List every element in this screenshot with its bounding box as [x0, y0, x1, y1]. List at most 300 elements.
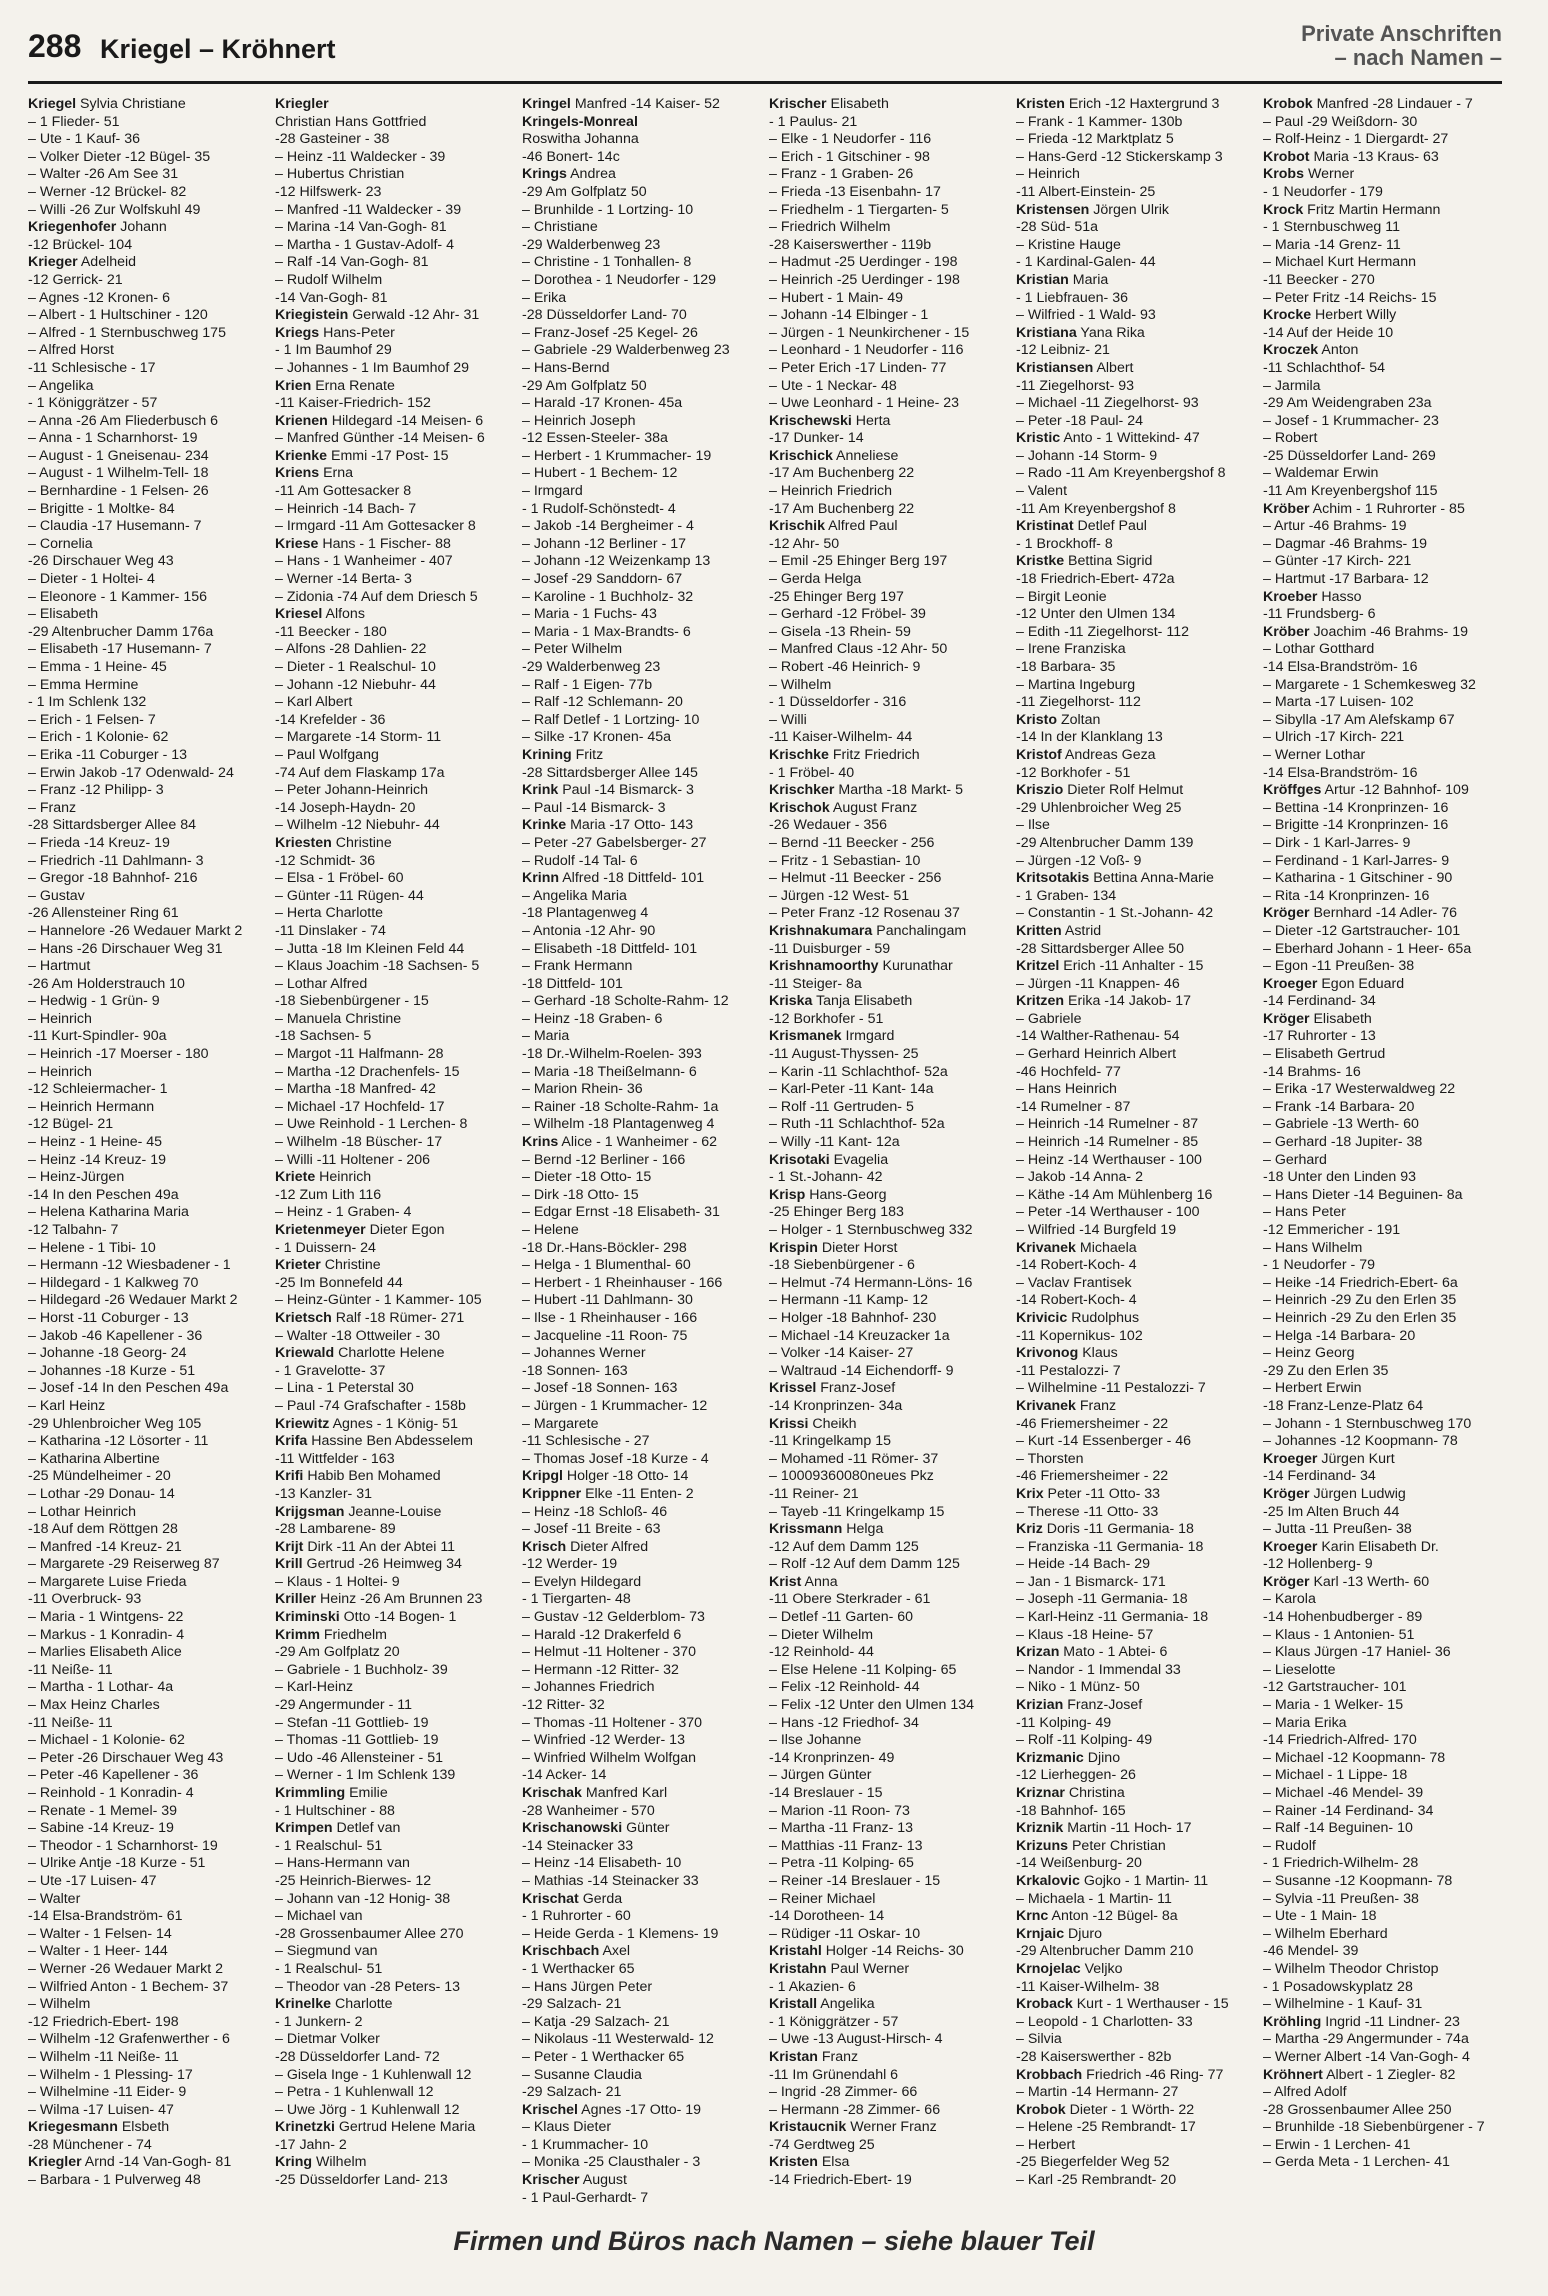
- entry-text: Mato - 1 Abtei- 6: [1059, 1644, 1168, 1661]
- directory-entry: [522, 2049, 761, 2067]
- directory-entry: [275, 1891, 514, 1909]
- entry-text: Heinrich: [315, 1169, 372, 1186]
- directory-entry: [28, 1697, 267, 1715]
- directory-entry: [1016, 1081, 1255, 1099]
- entry-text: -12 Borkhofer - 51: [1016, 764, 1131, 781]
- directory-entry: [275, 2172, 514, 2190]
- directory-entry: [1263, 1187, 1502, 1205]
- directory-entry: [522, 1116, 761, 1134]
- directory-entry: [522, 729, 761, 747]
- directory-entry: [1016, 202, 1255, 220]
- directory-entry: [769, 2154, 1008, 2172]
- directory-entry: [522, 553, 761, 571]
- entry-text: – Brigitte - 1 Moltke- 84: [28, 500, 175, 517]
- entry-text: Alfred Paul: [825, 518, 898, 535]
- surname: Kriminski: [275, 1609, 340, 1626]
- directory-entry: [769, 1961, 1008, 1979]
- directory-entry: [28, 1134, 267, 1152]
- entry-text: – Gabriele: [1016, 1010, 1082, 1027]
- directory-entry: [275, 1169, 514, 1187]
- directory-entry: [1016, 1504, 1255, 1522]
- surname: Kriewald: [275, 1345, 335, 1362]
- entry-text: – Gabriele - 1 Buchholz- 39: [275, 1661, 448, 1678]
- entry-text: – Karl-Peter -11 Kant- 14a: [769, 1081, 934, 1098]
- entry-text: -26 Dirschauer Weg 43: [28, 553, 174, 570]
- entry-text: Elsa: [817, 2154, 850, 2171]
- directory-entry: [1263, 1979, 1502, 1997]
- directory-entry: [1016, 1187, 1255, 1205]
- entry-text: – Michael van: [275, 1908, 363, 1925]
- entry-text: Manfred -28 Lindauer - 7: [1312, 96, 1473, 112]
- entry-text: Anna: [801, 1573, 838, 1590]
- entry-text: – Wilfried - 1 Wald- 93: [1016, 307, 1156, 324]
- entry-text: – Gabriele -29 Walderbenweg 23: [522, 342, 730, 359]
- directory-entry: [769, 1820, 1008, 1838]
- entry-text: -25 Im Bonnefeld 44: [275, 1274, 403, 1291]
- entry-text: -11 Neiße- 11: [28, 1714, 113, 1731]
- entry-text: - 1 Hultschiner - 88: [275, 1802, 395, 1819]
- directory-entry: [522, 1627, 761, 1645]
- entry-text: – Rudolf Wilhelm: [275, 271, 383, 288]
- entry-text: – Heinrich: [1016, 166, 1080, 183]
- directory-entry: [522, 1011, 761, 1029]
- directory-entry: [275, 1679, 514, 1697]
- directory-entry: [1263, 1715, 1502, 1733]
- directory-entry: [28, 958, 267, 976]
- directory-entry: [275, 448, 514, 466]
- directory-entry: [769, 1486, 1008, 1504]
- directory-entry: [522, 448, 761, 466]
- directory-entry: [1263, 993, 1502, 1011]
- directory-entry: [769, 1767, 1008, 1785]
- entry-text: Agnes -17 Otto- 19: [578, 2101, 702, 2118]
- directory-entry: [1016, 378, 1255, 396]
- directory-entry: [28, 1046, 267, 1064]
- surname: Kriegistein: [275, 307, 349, 324]
- entry-text: – Jürgen -11 Knappen- 46: [1016, 975, 1180, 992]
- directory-entry: [769, 1416, 1008, 1434]
- entry-text: – Martina Ingeburg: [1016, 676, 1136, 693]
- entry-text: Jürgen Kurt: [1317, 1450, 1395, 1467]
- entry-text: Wilhelm: [312, 2154, 367, 2171]
- directory-entry: [28, 800, 267, 818]
- directory-entry: [769, 1328, 1008, 1346]
- entry-text: Bettina Anna-Marie: [1089, 870, 1214, 887]
- entry-text: -11 Neiße- 11: [28, 1661, 113, 1678]
- directory-entry: [28, 325, 267, 343]
- directory-entry: [769, 1257, 1008, 1275]
- directory-entry: [1263, 2067, 1502, 2085]
- entry-text: – Heinz -14 Kreuz- 19: [28, 1151, 167, 1168]
- directory-entry: [275, 2084, 514, 2102]
- directory-entry: [1263, 1152, 1502, 1170]
- entry-text: – Peter -14 Werthauser - 100: [1016, 1204, 1200, 1221]
- directory-entry: [522, 2190, 761, 2206]
- directory-entry: [1016, 923, 1255, 941]
- directory-entry: [769, 430, 1008, 448]
- surname: Kriegler: [275, 96, 329, 112]
- directory-entry: [1016, 712, 1255, 730]
- directory-entry: [1016, 1732, 1255, 1750]
- entry-text: – Hildegard -26 Wedauer Markt 2: [28, 1292, 238, 1309]
- entry-text: Alfred -18 Dittfeld- 101: [559, 870, 705, 887]
- entry-text: -29 Walderbenweg 23: [522, 659, 661, 675]
- directory-entry: [1016, 1609, 1255, 1627]
- entry-text: – Klaus -18 Heine- 57: [1016, 1626, 1154, 1643]
- directory-entry: [522, 430, 761, 448]
- directory-entry: [28, 1204, 267, 1222]
- directory-entry: [769, 853, 1008, 871]
- directory-entry: [275, 729, 514, 747]
- entry-text: – Paul -74 Grafschafter - 158b: [275, 1397, 466, 1414]
- directory-entry: [1016, 1275, 1255, 1293]
- surname: Krimmling: [275, 1785, 346, 1801]
- entry-text: – Therese -11 Otto- 33: [1016, 1503, 1159, 1520]
- directory-entry: [28, 1451, 267, 1469]
- entry-text: Erich -11 Anhalter - 15: [1059, 958, 1204, 975]
- directory-entry: [28, 2049, 267, 2067]
- entry-text: Egon Eduard: [1317, 975, 1405, 992]
- directory-entry: [28, 2172, 267, 2190]
- entry-text: – Karola: [1263, 1591, 1316, 1608]
- entry-text: -18 Franz-Lenze-Platz 64: [1263, 1397, 1424, 1414]
- directory-entry: [769, 976, 1008, 994]
- entry-text: – Helene -25 Rembrandt- 17: [1016, 2119, 1196, 2136]
- directory-entry: [1016, 1169, 1255, 1187]
- directory-entry: [275, 659, 514, 677]
- directory-entry: [522, 1204, 761, 1222]
- entry-text: – Brunhilde - 1 Lortzing- 10: [522, 201, 694, 218]
- entry-text: – Evelyn Hildegard: [522, 1573, 642, 1590]
- entry-text: Achim - 1 Ruhrorter - 85: [1309, 500, 1465, 517]
- surname: Krivanek: [1016, 1397, 1076, 1414]
- entry-text: – Werner -26 Wedauer Markt 2: [28, 1960, 224, 1977]
- directory-entry: [28, 1609, 267, 1627]
- directory-entry: [28, 659, 267, 677]
- entry-text: – Karl-Heinz: [275, 1679, 354, 1696]
- entry-text: – Irmgard: [522, 483, 583, 500]
- directory-entry: [28, 2154, 267, 2172]
- directory-entry: [1016, 1222, 1255, 1240]
- entry-text: – Fritz - 1 Sebastian- 10: [769, 852, 921, 869]
- entry-text: – Helmut -11 Beecker - 256: [769, 870, 942, 887]
- directory-entry: [275, 1609, 514, 1627]
- directory-entry: [769, 1116, 1008, 1134]
- directory-entry: [522, 1169, 761, 1187]
- directory-entry: [522, 1345, 761, 1363]
- directory-entry: [769, 694, 1008, 712]
- entry-text: – Werner -14 Berta- 3: [275, 571, 412, 588]
- entry-text: – Bernd -11 Beecker - 256: [769, 834, 935, 851]
- entry-text: Michaela: [1075, 1239, 1137, 1256]
- surname: Krocke: [1263, 307, 1312, 324]
- entry-text: Jeanne-Louise: [344, 1503, 442, 1520]
- directory-entry: [275, 976, 514, 994]
- directory-entry: [1263, 395, 1502, 413]
- entry-text: – Dieter - 1 Holtei- 4: [28, 571, 155, 588]
- entry-text: -18 Siebenbürgener - 15: [275, 993, 429, 1010]
- entry-text: -28 Grossenbaumer Allee 270: [275, 1925, 464, 1942]
- surname: Krietsch: [275, 1309, 332, 1326]
- directory-entry: [275, 114, 514, 132]
- entry-text: -12 Werder- 19: [522, 1556, 618, 1573]
- directory-entry: [769, 2119, 1008, 2137]
- entry-text: – Lothar -29 Donau- 14: [28, 1485, 175, 1502]
- directory-entry: [1016, 254, 1255, 272]
- directory-entry: [1016, 360, 1255, 378]
- entry-text: – Bernhardine - 1 Felsen- 26: [28, 483, 209, 500]
- directory-entry: [1263, 219, 1502, 237]
- entry-text: – Dieter -12 Gartstraucher- 101: [1263, 922, 1461, 939]
- entry-text: Dieter - 1 Wörth- 22: [1065, 2101, 1195, 2118]
- entry-text: -14 Rumelner - 87: [1016, 1098, 1131, 1115]
- directory-entry: [522, 1486, 761, 1504]
- directory-entry: [1263, 131, 1502, 149]
- entry-text: – Thomas Josef -18 Kurze - 4: [522, 1450, 709, 1467]
- entry-text: -28 Sittardsberger Allee 50: [1016, 940, 1184, 957]
- directory-entry: [1263, 2049, 1502, 2067]
- entry-text: – Gerhard -18 Jupiter- 38: [1263, 1134, 1423, 1151]
- directory-entry: [522, 1679, 761, 1697]
- entry-text: – Günter -17 Kirch- 221: [1263, 553, 1412, 570]
- entry-text: – Wilhelm - 1 Plessing- 17: [28, 2066, 193, 2083]
- directory-entry: [275, 1697, 514, 1715]
- entry-text: – Constantin - 1 St.-Johann- 42: [1016, 905, 1214, 922]
- directory-entry: [522, 1820, 761, 1838]
- entry-text: – Wilhelm Theodor Christop: [1263, 1960, 1439, 1977]
- directory-entry: [275, 2049, 514, 2067]
- directory-entry: [1016, 1943, 1255, 1961]
- entry-text: Jörgen Ulrik: [1089, 201, 1169, 218]
- surname: Kröhnert: [1263, 2066, 1323, 2083]
- directory-entry: [522, 747, 761, 765]
- entry-text: -11 Beecker - 270: [1263, 271, 1375, 288]
- directory-entry: [28, 342, 267, 360]
- directory-entry: [28, 976, 267, 994]
- directory-entry: [1016, 272, 1255, 290]
- entry-text: - 1 Düsseldorfer - 316: [769, 694, 907, 711]
- directory-entry: [28, 553, 267, 571]
- entry-text: – Angelika Maria: [522, 887, 627, 904]
- directory-entry: [275, 589, 514, 607]
- directory-entry: [522, 290, 761, 308]
- entry-text: - 1 Rudolf-Schönstedt- 4: [522, 500, 676, 517]
- entry-text: – Heinrich Joseph: [522, 412, 636, 429]
- directory-entry: [1016, 2119, 1255, 2137]
- directory-entry: [522, 2084, 761, 2102]
- entry-text: – Heinrich -29 Zu den Erlen 35: [1263, 1292, 1457, 1309]
- directory-entry: [275, 993, 514, 1011]
- surname: Krieter: [275, 1257, 321, 1274]
- entry-text: Erich -12 Haxtergrund 3: [1064, 96, 1220, 112]
- entry-text: – Lothar Gotthard: [1263, 641, 1375, 658]
- directory-entry: [275, 413, 514, 431]
- entry-text: -11 Am Kreyenbergshof 8: [1016, 500, 1176, 517]
- directory-entry: [1263, 712, 1502, 730]
- directory-entry: [28, 290, 267, 308]
- directory-entry: [275, 184, 514, 202]
- directory-entry: [1263, 1292, 1502, 1310]
- directory-entry: [522, 1662, 761, 1680]
- directory-entry: [522, 1468, 761, 1486]
- entry-text: – Helga - 1 Blumenthal- 60: [522, 1257, 691, 1274]
- directory-entry: [275, 1521, 514, 1539]
- directory-entry: [769, 96, 1008, 114]
- directory-entry: [275, 2031, 514, 2049]
- directory-entry: [1263, 1574, 1502, 1592]
- directory-entry: [522, 1187, 761, 1205]
- entry-text: - 1 Realschul- 51: [275, 1837, 383, 1854]
- directory-entry: [28, 465, 267, 483]
- directory-entry: [522, 1521, 761, 1539]
- entry-text: -28 Düsseldorfer Land- 70: [522, 307, 687, 324]
- surname: Krischok: [769, 799, 830, 816]
- directory-entry: [1016, 1873, 1255, 1891]
- directory-entry: [769, 325, 1008, 343]
- entry-text: – Jürgen -12 West- 51: [769, 887, 910, 904]
- directory-entry: [1263, 976, 1502, 994]
- directory-entry: [769, 1081, 1008, 1099]
- surname: Krizian: [1016, 1697, 1064, 1714]
- directory-entry: [1263, 1943, 1502, 1961]
- entry-text: Astrid: [1061, 922, 1102, 939]
- directory-entry: [522, 817, 761, 835]
- directory-entry: [1263, 1803, 1502, 1821]
- entry-text: – Reiner Michael: [769, 1890, 876, 1907]
- entry-text: – Holger -18 Bahnhof- 230: [769, 1309, 937, 1326]
- directory-entry: [28, 237, 267, 255]
- entry-text: -28 Münchener - 74: [28, 2136, 152, 2153]
- entry-text: -18 Sachsen- 5: [275, 1028, 372, 1045]
- directory-entry: [1016, 1750, 1255, 1768]
- directory-entry: [275, 1433, 514, 1451]
- directory-entry: [275, 1152, 514, 1170]
- entry-text: -28 Sittardsberger Allee 84: [28, 817, 196, 834]
- directory-entry: [522, 2031, 761, 2049]
- entry-text: – Frieda -12 Marktplatz 5: [1016, 131, 1174, 148]
- entry-text: – Margot -11 Halfmann- 28: [275, 1046, 444, 1063]
- directory-entry: [28, 1064, 267, 1082]
- surname: Kristiansen: [1016, 359, 1094, 376]
- directory-entry: [1016, 1416, 1255, 1434]
- directory-entry: [28, 536, 267, 554]
- entry-text: – Siegmund van: [275, 1943, 378, 1960]
- directory-entry: [769, 1152, 1008, 1170]
- directory-entry: [1263, 448, 1502, 466]
- entry-text: – Monika -25 Clausthaler - 3: [522, 2154, 701, 2171]
- directory-entry: [1016, 448, 1255, 466]
- directory-entry: [275, 1504, 514, 1522]
- directory-entry: [275, 202, 514, 220]
- entry-text: – Michael - 1 Lippe- 18: [1263, 1767, 1408, 1784]
- entry-text: Charlotte Helene: [334, 1345, 445, 1362]
- entry-text: -25 Düsseldorfer Land- 213: [275, 2172, 448, 2189]
- entry-text: Dieter Egon: [365, 1222, 445, 1238]
- directory-entry: [769, 149, 1008, 167]
- entry-text: – Heinrich: [28, 1010, 92, 1027]
- directory-entry: [1016, 1961, 1255, 1979]
- entry-text: – Egon -11 Preußen- 38: [1263, 958, 1415, 975]
- directory-entry: [1263, 378, 1502, 396]
- entry-text: Zoltan: [1057, 711, 1101, 728]
- entry-text: – Edith -11 Ziegelhorst- 112: [1016, 623, 1189, 640]
- entry-text: – Johann -12 Berliner - 17: [522, 535, 687, 552]
- directory-entry: [275, 166, 514, 184]
- surname: Kroeger: [1263, 1538, 1318, 1555]
- surname: Krinn: [522, 870, 560, 887]
- entry-text: – Sibylla -17 Am Alefskamp 67: [1263, 711, 1455, 728]
- directory-entry: [522, 782, 761, 800]
- directory-entry: [275, 677, 514, 695]
- directory-entry: [275, 1908, 514, 1926]
- entry-text: Agnes - 1 König- 51: [329, 1415, 458, 1432]
- directory-entry: [522, 1240, 761, 1258]
- directory-entry: [522, 1785, 761, 1803]
- surname: Krijt: [275, 1538, 304, 1555]
- entry-text: - 1 Akazien- 6: [769, 1978, 856, 1995]
- directory-entry: [522, 1750, 761, 1768]
- directory-entry: [1016, 976, 1255, 994]
- entry-text: – Erich - 1 Gitschiner - 98: [769, 148, 930, 165]
- entry-text: -11 Schlachthof- 54: [1263, 359, 1385, 376]
- directory-entry: [769, 624, 1008, 642]
- directory-entry: [522, 1697, 761, 1715]
- directory-entry: [28, 2102, 267, 2120]
- entry-text: – Ute - 1 Main- 18: [1263, 1908, 1377, 1925]
- entry-text: – Jacqueline -11 Roon- 75: [522, 1327, 688, 1344]
- entry-text: -46 Bonert- 14c: [522, 148, 620, 165]
- directory-entry: [522, 941, 761, 959]
- entry-text: -12 Lierheggen- 26: [1016, 1767, 1136, 1784]
- entry-text: – Rolf-Heinz - 1 Diergardt- 27: [1263, 131, 1449, 148]
- entry-text: – Irene Franziska: [1016, 641, 1126, 658]
- directory-entry: [275, 2154, 514, 2172]
- entry-text: – Hildegard - 1 Kalkweg 70: [28, 1274, 199, 1291]
- entry-text: – Ralf -14 Beguinen- 10: [1263, 1820, 1413, 1837]
- entry-text: -14 Elsa-Brandström- 16: [1263, 659, 1418, 675]
- entry-text: August: [579, 2172, 627, 2189]
- entry-text: – Herbert - 1 Krummacher- 19: [522, 447, 712, 464]
- entry-text: – Heinz -18 Schloß- 46: [522, 1503, 668, 1520]
- entry-text: Tanja Elisabeth: [812, 993, 913, 1010]
- entry-text: -28 Sittardsberger Allee 145: [522, 764, 698, 781]
- entry-text: – 1 Flieder- 51: [28, 113, 120, 130]
- directory-entry: [28, 1873, 267, 1891]
- entry-text: Paul Werner: [826, 1960, 910, 1977]
- entry-text: -25 Ehinger Berg 183: [769, 1204, 904, 1221]
- directory-entry: [1016, 1345, 1255, 1363]
- directory-entry: [522, 1416, 761, 1434]
- directory-entry: [28, 448, 267, 466]
- surname: Krischat: [522, 1890, 579, 1907]
- entry-text: -12 Zum Lith 116: [275, 1186, 382, 1203]
- entry-text: – Maria: [522, 1028, 570, 1045]
- surname: Krizuns: [1016, 1837, 1069, 1854]
- directory-entry: [1016, 1310, 1255, 1328]
- directory-entry: [1016, 1767, 1255, 1785]
- entry-text: Charlotte: [331, 1996, 393, 2013]
- entry-text: Anton: [1318, 342, 1359, 359]
- entry-text: – Wilhelm -18 Plantagenweg 4: [522, 1116, 715, 1133]
- directory-entry: [1263, 1662, 1502, 1680]
- directory-entry: [522, 835, 761, 853]
- entry-text: – Wilma -17 Luisen- 47: [28, 2101, 174, 2118]
- directory-entry: [28, 677, 267, 695]
- entry-text: -12 Emmericher - 191: [1263, 1222, 1401, 1238]
- directory-entry: [522, 712, 761, 730]
- entry-text: – Michael -17 Hochfeld- 17: [275, 1098, 445, 1115]
- directory-entry: [769, 1591, 1008, 1609]
